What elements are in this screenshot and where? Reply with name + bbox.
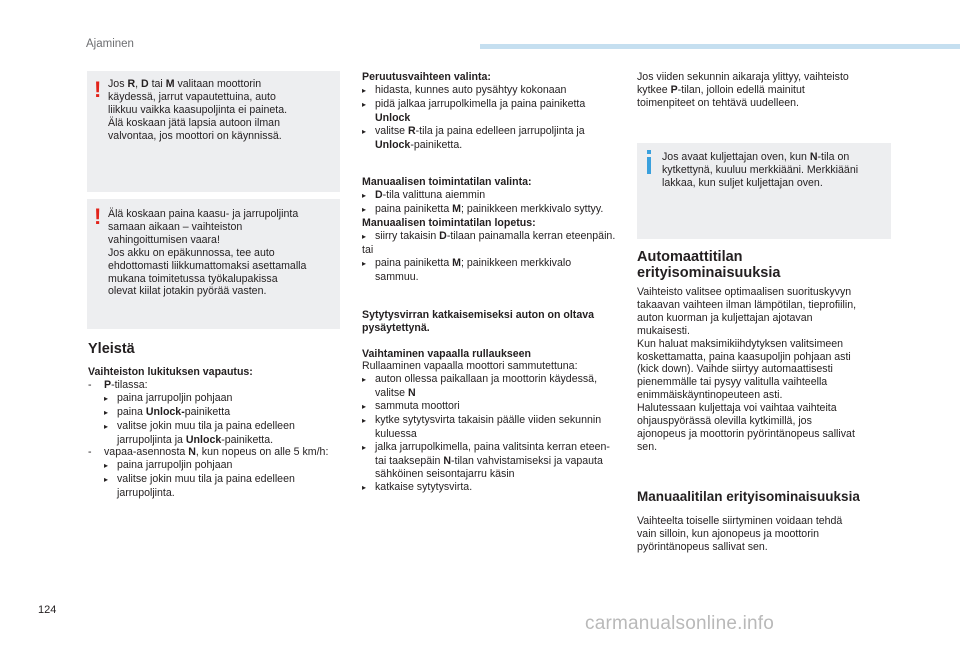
list-item: ▸ auton ollessa paikallaan ja moottorin käydessä, valitse N: [362, 373, 598, 400]
manual-mode-heading: Manuaalitilan erityisominaisuuksia: [637, 489, 860, 504]
list-item: ▸ paina painiketta M; painikkeen merkkivalo sammuu.: [362, 256, 572, 283]
text-line: Kun haluat maksimikiihdytyksen valitsimeen: [637, 337, 844, 350]
arrow-bullet-icon: ▸: [362, 99, 367, 109]
ignition-note: Sytytysvirran katkaisemiseksi auton on oltava pysäytettynä.: [362, 308, 594, 334]
arrow-bullet-icon: ▸: [362, 482, 367, 492]
arrow-bullet-icon: ▸: [362, 258, 367, 268]
list-item: ▸ paina jarrupoljin pohjaan: [104, 391, 233, 404]
text-line: Älä koskaan paina kaasu- ja jarrupoljinta: [108, 208, 299, 220]
manual-mode-end-list-2: [362, 257, 617, 284]
arrow-bullet-icon: ▸: [362, 416, 367, 426]
list-item: ▸ siirry takaisin D-tilaan painamalla kerran eteenpäin.: [362, 230, 616, 243]
manual-mode-title: Manuaalisen toimintatilan valinta:: [362, 176, 532, 189]
text-line: Vaihteelta toiselle siirtyminen voidaan tehdä: [637, 515, 843, 527]
warning-text-2: [108, 208, 340, 298]
text-line: (kick down). Vaihde siirtyy automaattisesti: [637, 363, 833, 376]
bold-text: P: [104, 378, 112, 391]
bold-text: N: [443, 454, 451, 467]
warning-box-2: [87, 199, 340, 329]
bold-text: D: [439, 230, 447, 243]
column-2: [362, 71, 617, 494]
arrow-bullet-icon: ▸: [362, 442, 367, 452]
bold-text: R: [127, 78, 136, 90]
section-heading-general: Yleistä: [88, 341, 135, 357]
text-line: pienemmälle tai pysyy valitulla vaihteella: [637, 376, 828, 389]
text-line: vahingoittumisen vaara!: [108, 233, 220, 246]
reverse-list: [362, 84, 617, 152]
page-number: 124: [38, 604, 57, 616]
arrow-bullet-icon: ▸: [104, 421, 109, 431]
text-line: valvontaa, jos moottori on käynnissä.: [108, 129, 282, 142]
text-line: Jos R, D tai M valitaan moottorin: [108, 78, 262, 90]
list-item: ▸ paina Unlock-painiketta: [104, 405, 231, 418]
list-item: ▸ valitse jokin muu tila ja paina edelleen jarrupoljinta.: [104, 473, 295, 500]
text-line: kytkettynä, kuuluu merkkiääni. Merkkiääni: [662, 163, 859, 176]
text-line: mukana toimitetussa työkalupakissa: [108, 272, 278, 285]
bold-text: Unlock: [375, 138, 411, 151]
list-item: ▸ paina painiketta M; painikkeen merkkivalo syttyy.: [362, 203, 604, 216]
dash-bullet: -: [88, 378, 92, 391]
text-line: Jos avaat kuljettajan oven, kun N-tila on: [662, 151, 850, 163]
unlock-title: Vaihteiston lukituksen vapautus:: [88, 366, 253, 378]
auto-mode-body: [637, 286, 902, 454]
list-item: ▸ valitse jokin muu tila ja paina edelleen jarrupoljinta ja Unlock-painiketta.: [104, 419, 295, 446]
bold-text: R: [407, 124, 416, 137]
manual-mode-list: [362, 189, 617, 217]
text-line: Jos akku on epäkunnossa, tee auto: [108, 246, 275, 259]
text-line: koskettamatta, paina kaasupoljin pohjaan asti: [637, 350, 851, 363]
watermark: carmanualsonline.info: [585, 613, 775, 634]
neutral-list: [362, 373, 617, 494]
arrow-bullet-icon: ▸: [104, 475, 109, 485]
warning-box-1: [87, 71, 340, 192]
neutral-title: Vaihtaminen vapaalla rullaukseen: [362, 347, 531, 360]
bold-text: Unlock: [185, 433, 222, 446]
bold-text: Unlock: [375, 111, 411, 124]
text-line: Vaihteisto valitsee optimaalisen suorituskyvyn: [637, 286, 852, 298]
auto-mode-heading-line-1: Automaattitilan: [637, 249, 743, 265]
text-line: Jos viiden sekunnin aikaraja ylittyy, vaihteisto: [637, 71, 849, 83]
text-line: kytkee P-tilan, jolloin edellä mainitut: [637, 83, 805, 96]
list-item: ▸ katkaise sytytysvirta.: [362, 480, 473, 493]
list-item: - P-tilassa:: [88, 378, 148, 391]
arrow-bullet-icon: ▸: [362, 85, 367, 95]
text-line: lakkaa, kun suljet kuljettajan oven.: [662, 176, 823, 189]
text-line: enimmäiskäyntinopeuteen asti.: [637, 389, 783, 402]
bold-text: P: [670, 83, 678, 96]
warning-exclamation-icon: !: [94, 77, 102, 102]
text-line: liikkuu vaikka kaasupoljinta ei paineta.: [108, 103, 288, 116]
unlock-section: [88, 366, 338, 500]
arrow-bullet-icon: ▸: [362, 402, 367, 412]
arrow-bullet-icon: ▸: [362, 232, 367, 242]
text-line: Halutessaan kuljettaja voi vaihtaa vaihteita: [637, 402, 837, 415]
arrow-bullet-icon: ▸: [104, 407, 109, 417]
bold-text: M: [452, 256, 461, 269]
list-item: ▸ pidä jalkaa jarrupolkimella ja paina painiketta Unlock: [362, 97, 586, 124]
list-item: ▸ valitse R-tila ja paina edelleen jarrupoljinta ja Unlock-painiketta.: [362, 124, 585, 151]
info-text: [662, 151, 890, 190]
warning-text-1: [108, 78, 338, 143]
bold-text: M: [452, 203, 461, 216]
neutral-intro: Rullaaminen vapaalla moottori sammutettuna:: [362, 360, 578, 373]
list-item: ▸ hidasta, kunnes auto pysähtyy kokonaan: [362, 83, 567, 96]
bold-text: D: [140, 78, 149, 90]
section-title: Ajaminen: [86, 38, 134, 50]
or-word: tai: [362, 243, 374, 256]
text-line: toimenpiteet on tehtävä uudelleen.: [637, 96, 799, 109]
text-line: ajonopeus ja moottorin pyörintänopeus sallivat: [637, 427, 855, 440]
text-line: Älä koskaan jätä lapsia autoon ilman: [108, 116, 280, 129]
manual-mode-end-title: Manuaalisen toimintatilan lopetus:: [362, 217, 536, 230]
arrow-bullet-icon: ▸: [362, 126, 367, 136]
arrow-bullet-icon: ▸: [362, 375, 367, 385]
header-bar: [480, 44, 960, 49]
text-line: mukaisesti.: [637, 324, 690, 337]
text-line: käydessä, jarrut vapautettuina, auto: [108, 90, 276, 103]
info-icon: [647, 157, 651, 174]
text-line: samaan aikaan – vaihteiston: [108, 220, 243, 233]
list-item: ▸ D-tila valittuna aiemmin: [362, 189, 486, 202]
manual-mode-end-list: [362, 230, 617, 244]
reverse-title: Peruutusvaihteen valinta:: [362, 71, 491, 83]
text-line: auton kuorman ja kuljettajan ajotavan: [637, 311, 813, 324]
text-line: olevat kiilat jotakin pyörää vasten.: [108, 285, 267, 298]
manual-mode-body: [637, 515, 902, 554]
bold-text: M: [165, 78, 175, 90]
list-item: ▸ paina jarrupoljin pohjaan: [104, 459, 233, 472]
bold-text: N: [188, 446, 196, 459]
text-line: ehdottomasti liikkumattomaksi asettamalla: [108, 259, 307, 272]
text-line: vain silloin, kun ajonopeus ja moottorin: [637, 527, 819, 540]
auto-timeout-paragraph: [637, 71, 897, 110]
text-line: ohjauspyörässä olevilla kytkimillä, jos: [637, 415, 812, 428]
arrow-bullet-icon: ▸: [104, 461, 109, 471]
auto-mode-heading: [637, 249, 780, 281]
dash-bullet: -: [88, 446, 92, 459]
bold-text: Unlock-: [145, 405, 185, 418]
arrow-bullet-icon: ▸: [362, 205, 367, 215]
list-item: ▸ sammuta moottori: [362, 400, 460, 413]
arrow-bullet-icon: ▸: [104, 393, 109, 403]
auto-mode-heading-line-2: erityisominaisuuksia: [637, 265, 781, 281]
unlock-list: [88, 379, 338, 500]
info-box: [637, 143, 891, 239]
text-line: pyörintänopeus sallivat sen.: [637, 540, 768, 553]
bold-text: N: [407, 387, 416, 400]
list-item: ▸ kytke sytytysvirta takaisin päälle viiden sekunnin kuluessa: [362, 414, 602, 440]
arrow-bullet-icon: ▸: [362, 191, 367, 201]
text-line: takaavan vaihteen ilman lämpötilan, tieprofiilin,: [637, 298, 857, 311]
list-item: - vapaa-asennosta N, kun nopeus on alle 5 km/h:: [88, 446, 329, 459]
list-item: ▸ jalka jarrupolkimella, paina valitsinta kerran eteen- tai taaksepäin N-tilan vahvistamiseksi ja vapauta sähköinen seisontajarru käsin: [362, 440, 610, 480]
text-line: sen.: [637, 440, 658, 453]
warning-exclamation-icon: !: [94, 204, 102, 229]
bold-text: N: [809, 151, 818, 163]
bold-text: D: [375, 189, 383, 202]
